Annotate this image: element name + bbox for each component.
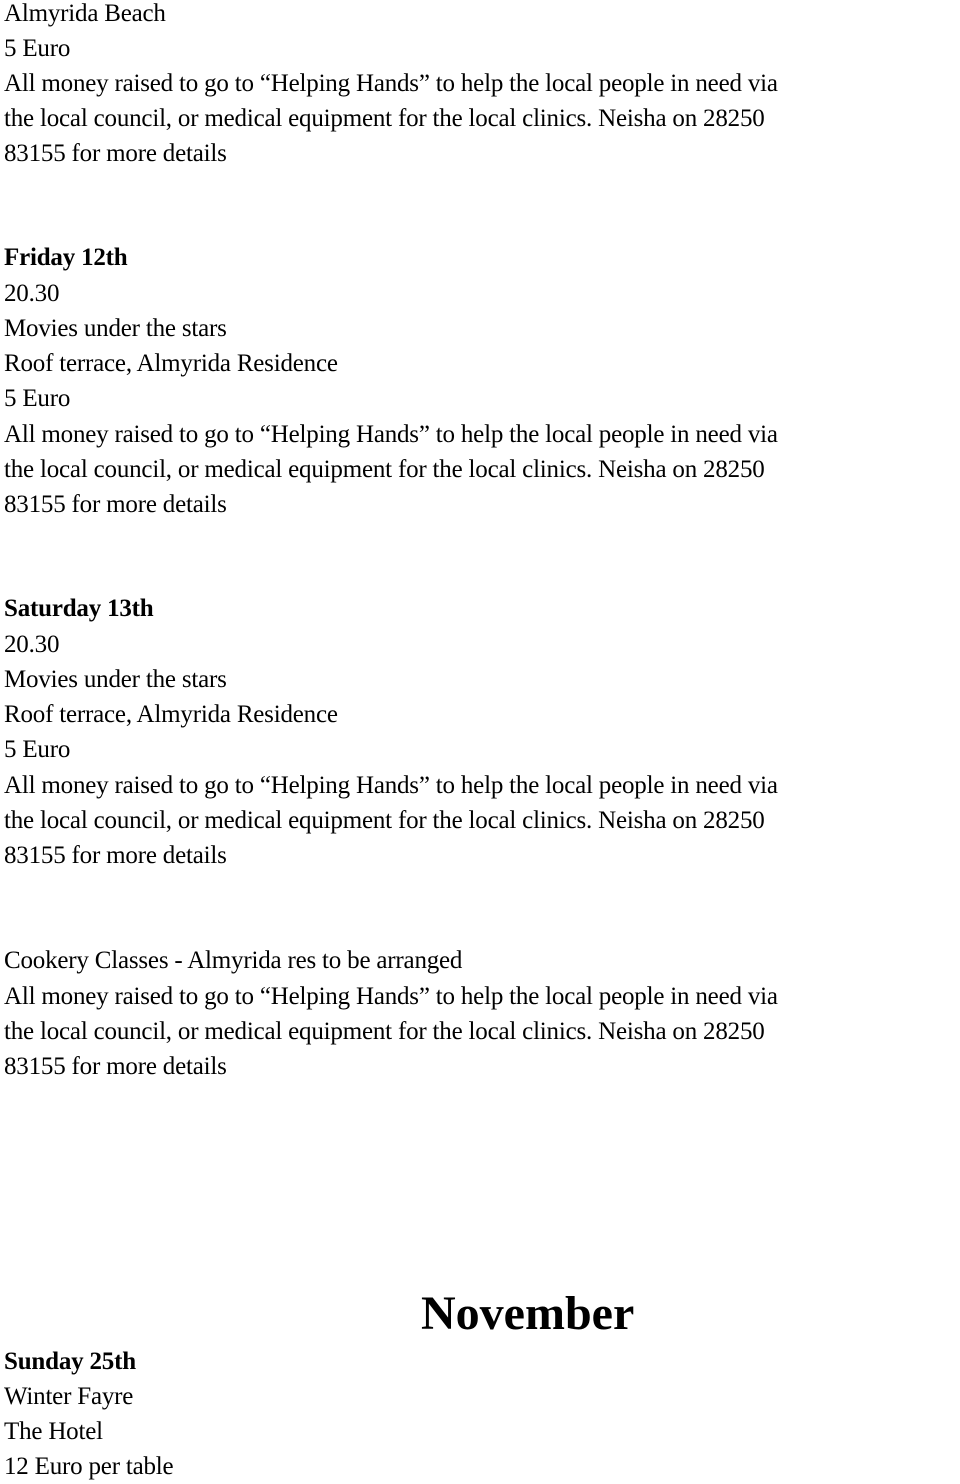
friday-event: Movies under the stars: [4, 315, 227, 342]
saturday-heading: Saturday 13th: [4, 595, 154, 622]
cookery-note-line-3: 83155 for more details: [4, 1053, 227, 1080]
friday-price: 5 Euro: [4, 385, 71, 412]
friday-heading: Friday 12th: [4, 244, 128, 271]
top-price: 5 Euro: [4, 35, 71, 62]
top-note-line-3: 83155 for more details: [4, 140, 227, 167]
sunday-location: The Hotel: [4, 1418, 103, 1445]
cookery-note-line-2: the local council, or medical equipment for the local clinics. Neisha on 28250: [4, 1018, 765, 1045]
saturday-note-line-1: All money raised to go to “Helping Hands” to help the local people in need via: [4, 772, 778, 799]
saturday-price: 5 Euro: [4, 736, 71, 763]
saturday-note-line-2: the local council, or medical equipment for the local clinics. Neisha on 28250: [4, 807, 765, 834]
month-heading: November: [421, 1287, 635, 1340]
saturday-location: Roof terrace, Almyrida Residence: [4, 701, 338, 728]
friday-location: Roof terrace, Almyrida Residence: [4, 350, 338, 377]
saturday-event: Movies under the stars: [4, 666, 227, 693]
cookery-note-line-1: All money raised to go to “Helping Hands” to help the local people in need via: [4, 983, 778, 1010]
sunday-event: Winter Fayre: [4, 1383, 134, 1410]
top-location: Almyrida Beach: [4, 0, 166, 27]
sunday-price: 12 Euro per table: [4, 1453, 174, 1480]
saturday-note-line-3: 83155 for more details: [4, 842, 227, 869]
saturday-time: 20.30: [4, 631, 60, 658]
top-note-line-1: All money raised to go to “Helping Hands” to help the local people in need via: [4, 70, 778, 97]
cookery-title: Cookery Classes - Almyrida res to be arranged: [4, 947, 463, 974]
friday-note-line-2: the local council, or medical equipment for the local clinics. Neisha on 28250: [4, 456, 765, 483]
friday-note-line-3: 83155 for more details: [4, 491, 227, 518]
top-note-line-2: the local council, or medical equipment for the local clinics. Neisha on 28250: [4, 105, 765, 132]
sunday-heading: Sunday 25th: [4, 1348, 136, 1375]
friday-time: 20.30: [4, 280, 60, 307]
friday-note-line-1: All money raised to go to “Helping Hands” to help the local people in need via: [4, 421, 778, 448]
